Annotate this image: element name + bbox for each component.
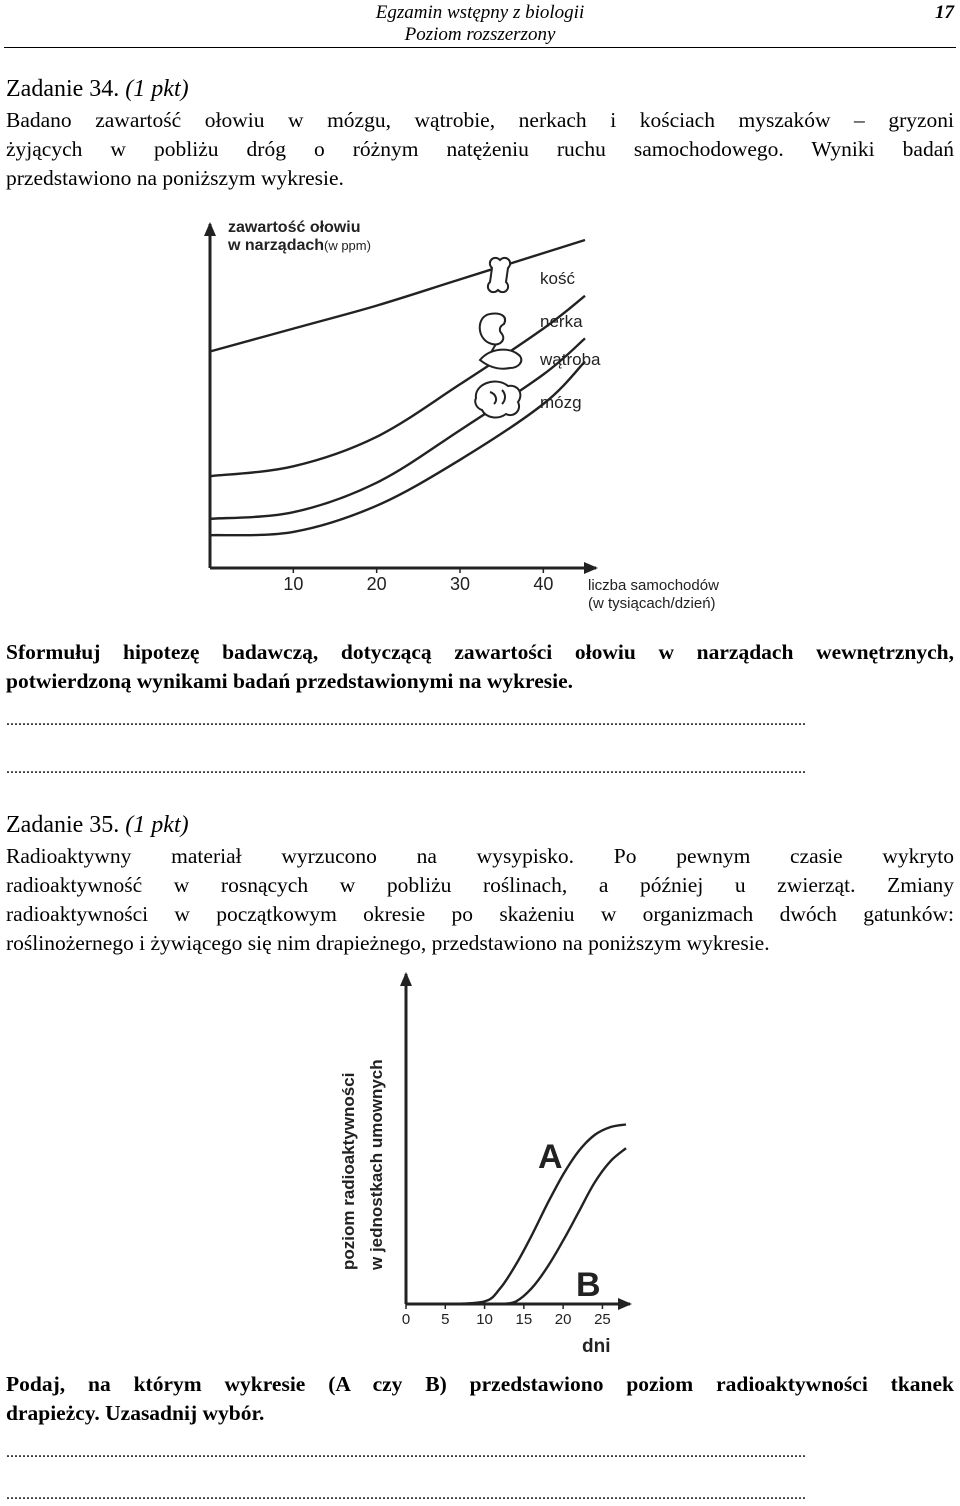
task35-question-line: Podaj, na którym wykresie (A czy B) przedstawiono poziom radioaktywności tkanek — [6, 1372, 954, 1396]
task34-number: Zadanie 34. — [6, 76, 120, 102]
page-header — [0, 0, 960, 48]
task35-title — [6, 810, 954, 840]
legend-brain-label: mózg — [540, 393, 582, 412]
header-rule — [4, 47, 956, 48]
chart1-xlabel-line2: (w tysiącach/dzień) — [588, 595, 716, 612]
chart1-xlabel-line1: liczba samochodów — [588, 577, 719, 594]
chart2-x-tick-label: 10 — [476, 1311, 493, 1328]
exam-level: Poziom rozszerzony — [404, 24, 556, 45]
task35-number: Zadanie 35. — [6, 812, 120, 838]
chart1-x-tick-label: 40 — [533, 574, 554, 594]
radioactivity-chart — [330, 970, 640, 1360]
chart1-series-1-line — [210, 240, 585, 352]
chart1-lines — [210, 240, 585, 535]
chart1-ylabel-line2: w narządach — [228, 237, 325, 254]
chart2-ylabel-line2: w jednostkach umownych — [367, 1059, 386, 1270]
task34-answer-line[interactable]: ........................................................................................................................................................................................................ — [6, 760, 806, 777]
chart2-y-axis-arrow — [400, 972, 412, 986]
chart2-x-tick-label: 15 — [515, 1311, 533, 1328]
chart2-x-axis-arrow — [618, 1298, 632, 1310]
task35-points: (1 pkt) — [125, 812, 189, 838]
task35-intro — [6, 842, 954, 958]
curve-label-b: B — [576, 1266, 601, 1304]
task34-question-line: potwierdzoną wynikami badań przedstawionymi na wykresie. — [6, 669, 574, 693]
bone-icon — [488, 258, 510, 292]
task35-answer-line[interactable]: ........................................................................................................................................................................................................ — [6, 1444, 806, 1461]
chart1-ylabel-line1: zawartość ołowiu — [228, 219, 361, 236]
task35-answer-line[interactable]: ........................................................................................................................................................................................................ — [6, 1486, 806, 1503]
brain-icon — [475, 382, 520, 418]
chart1-ticks — [283, 568, 553, 594]
task35-question-line: drapieżcy. Uzasadnij wybór. — [6, 1401, 265, 1425]
task35-question — [6, 1370, 954, 1428]
chart2-x-tick-label: 5 — [441, 1311, 450, 1328]
chart2-xlabel: dni — [582, 1336, 611, 1357]
task34-intro-line: żyjących w pobliżu dróg o różnym natężeniu ruchu samochodowego. Wyniki badań — [6, 137, 954, 161]
chart1-ylabel-unit: (w ppm) — [324, 238, 371, 253]
chart1-y-axis-arrow — [204, 222, 216, 236]
task35-intro-line: Radioaktywny materiał wyrzucono na wysypisko. Po pewnym czasie wykryto — [6, 844, 954, 868]
task35-intro-line: roślinożernego i żywiącego się nim drapieżnego, przedstawiono na poniższym wykresie. — [6, 931, 770, 955]
chart2-axes — [400, 972, 632, 1310]
task34-title — [6, 74, 954, 104]
chart1-x-tick-label: 30 — [449, 574, 471, 594]
task34-question — [6, 638, 954, 696]
exam-title: Egzamin wstępny z biologii — [375, 2, 585, 23]
chart2-x-tick-label: 25 — [594, 1311, 611, 1328]
chart1-series-4-line — [210, 361, 585, 535]
page-number: 17 — [935, 2, 954, 23]
chart1-x-axis-arrow — [584, 562, 598, 574]
chart1-axes — [204, 222, 598, 574]
chart2-ylabel-line1: poziom radioaktywności — [339, 1072, 358, 1270]
lead-content-chart — [190, 210, 750, 620]
task34-intro-line: Badano zawartość ołowiu w mózgu, wątrobie, nerkach i kościach myszaków – gryzoni — [6, 108, 954, 132]
chart1-x-tick-label: 20 — [366, 574, 387, 594]
task34-question-line: Sformułuj hipotezę badawczą, dotyczącą zawartości ołowiu w narządach wewnętrznych, — [6, 640, 954, 664]
curve-label-a: A — [538, 1138, 563, 1176]
legend-liver-label: wątroba — [540, 350, 601, 369]
chart2-ticks — [402, 1304, 611, 1328]
chart1-series-3-line — [210, 338, 585, 518]
task34-points: (1 pkt) — [125, 76, 189, 102]
legend-bone-label: kość — [540, 269, 575, 288]
chart2-x-tick-label: 20 — [554, 1311, 572, 1328]
chart2-x-tick-label: 0 — [401, 1311, 411, 1328]
task34-answer-line[interactable]: ........................................................................................................................................................................................................ — [6, 712, 806, 729]
task34-intro — [6, 106, 954, 193]
legend-kidney-label: nerka — [540, 312, 583, 331]
task35-intro-line: radioaktywności w początkowym okresie po skażeniu w organizmach dwóch gatunków: — [6, 902, 954, 926]
kidney-icon — [480, 313, 505, 354]
task34-intro-line: przedstawiono na poniższym wykresie. — [6, 166, 344, 190]
task35-intro-line: radioaktywność w rosnących w pobliżu roślinach, a później u zwierząt. Zmiany — [6, 873, 954, 897]
chart1-x-tick-label: 10 — [283, 574, 304, 594]
